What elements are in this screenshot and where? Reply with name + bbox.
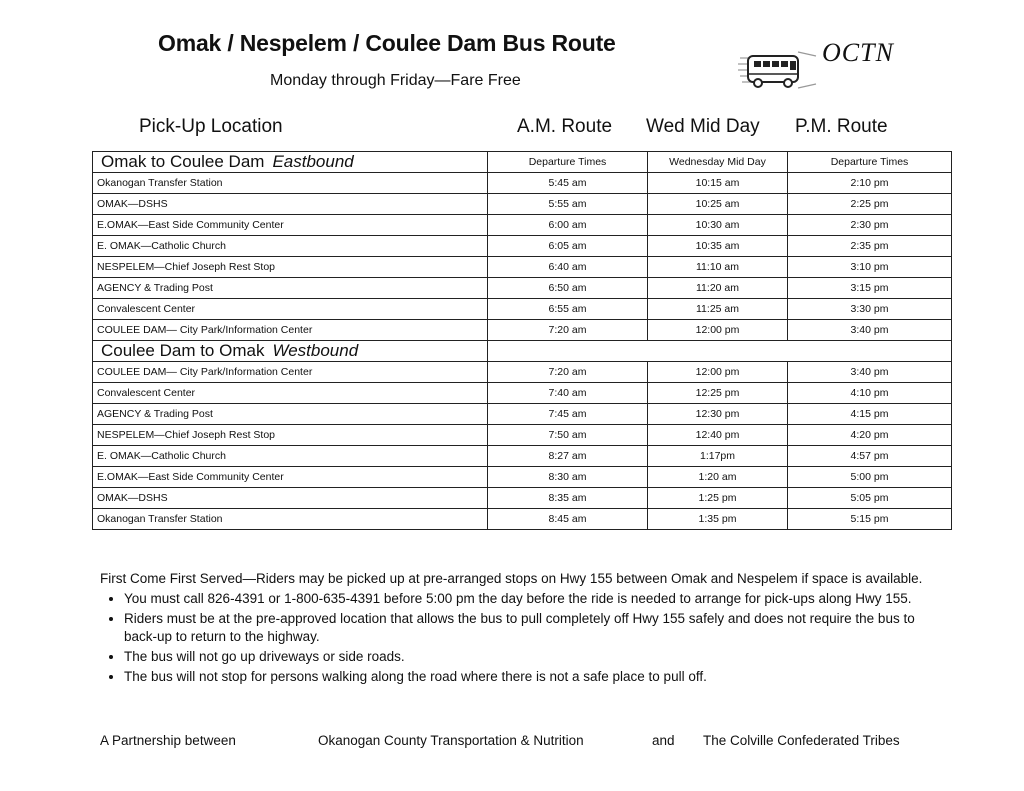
westbound-loc-cell: OMAK—DSHS bbox=[93, 488, 488, 509]
table-row bbox=[93, 320, 952, 341]
eastbound-sub-pm: Departure Times bbox=[788, 152, 952, 173]
westbound-loc-cell: E.OMAK—East Side Community Center bbox=[93, 467, 488, 488]
eastbound-am-cell: 7:20 am bbox=[488, 320, 648, 341]
footer-partner-2: The Colville Confederated Tribes bbox=[703, 733, 900, 748]
table-row bbox=[93, 173, 952, 194]
westbound-am-cell: 7:50 am bbox=[488, 425, 648, 446]
table-row bbox=[93, 383, 952, 404]
westbound-am-cell: 8:27 am bbox=[488, 446, 648, 467]
note-item: • Riders must be at the pre-approved location that allows the bus to pull completely off Hwy 155 safely and does not require the bus to back-up to return to the highway. bbox=[124, 610, 930, 646]
westbound-wed-cell: 12:00 pm bbox=[648, 362, 788, 383]
eastbound-am-cell: 5:45 am bbox=[488, 173, 648, 194]
col-header-location: Pick-Up Location bbox=[139, 116, 283, 137]
westbound-loc-cell: COULEE DAM— City Park/Information Center bbox=[93, 362, 488, 383]
westbound-am-cell: 8:45 am bbox=[488, 509, 648, 530]
eastbound-pm-cell: 2:25 pm bbox=[788, 194, 952, 215]
table-row bbox=[93, 194, 952, 215]
eastbound-title: Omak to Coulee Dam Eastbound bbox=[93, 152, 488, 173]
table-row bbox=[93, 215, 952, 236]
col-header-am: A.M. Route bbox=[517, 116, 613, 137]
westbound-am-cell: 7:40 am bbox=[488, 383, 648, 404]
eastbound-am-cell: 6:05 am bbox=[488, 236, 648, 257]
eastbound-loc-cell: AGENCY & Trading Post bbox=[93, 278, 488, 299]
westbound-wed-cell: 1:25 pm bbox=[648, 488, 788, 509]
table-row bbox=[93, 446, 952, 467]
page-title: Omak / Nespelem / Coulee Dam Bus Route bbox=[158, 30, 616, 56]
schedule-table bbox=[92, 151, 952, 530]
westbound-loc-cell: NESPELEM—Chief Joseph Rest Stop bbox=[93, 425, 488, 446]
westbound-header-row bbox=[93, 341, 952, 362]
eastbound-wed-cell: 11:25 am bbox=[648, 299, 788, 320]
eastbound-wed-cell: 10:15 am bbox=[648, 173, 788, 194]
eastbound-wed-cell: 10:35 am bbox=[648, 236, 788, 257]
eastbound-loc-cell: NESPELEM—Chief Joseph Rest Stop bbox=[93, 257, 488, 278]
westbound-pm-cell: 4:20 pm bbox=[788, 425, 952, 446]
eastbound-pm-cell: 3:10 pm bbox=[788, 257, 952, 278]
table-row bbox=[93, 236, 952, 257]
page-subtitle: Monday through Friday—Fare Free bbox=[270, 72, 521, 89]
eastbound-loc-cell: Okanogan Transfer Station bbox=[93, 173, 488, 194]
eastbound-wed-cell: 10:25 am bbox=[648, 194, 788, 215]
westbound-loc-cell: Convalescent Center bbox=[93, 383, 488, 404]
westbound-pm-cell: 4:15 pm bbox=[788, 404, 952, 425]
westbound-am-cell: 8:35 am bbox=[488, 488, 648, 509]
footer-partner-1: Okanogan County Transportation & Nutrition bbox=[318, 733, 584, 748]
eastbound-am-cell: 6:40 am bbox=[488, 257, 648, 278]
eastbound-loc-cell: Convalescent Center bbox=[93, 299, 488, 320]
westbound-loc-cell: E. OMAK—Catholic Church bbox=[93, 446, 488, 467]
eastbound-wed-cell: 12:00 pm bbox=[648, 320, 788, 341]
eastbound-header-row bbox=[93, 152, 952, 173]
table-row bbox=[93, 509, 952, 530]
eastbound-am-cell: 5:55 am bbox=[488, 194, 648, 215]
eastbound-pm-cell: 3:40 pm bbox=[788, 320, 952, 341]
westbound-header-blank bbox=[488, 341, 952, 362]
westbound-pm-cell: 4:57 pm bbox=[788, 446, 952, 467]
table-row bbox=[93, 467, 952, 488]
westbound-pm-cell: 5:05 pm bbox=[788, 488, 952, 509]
eastbound-am-cell: 6:55 am bbox=[488, 299, 648, 320]
westbound-wed-cell: 12:25 pm bbox=[648, 383, 788, 404]
bus-icon bbox=[738, 48, 818, 96]
table-row bbox=[93, 257, 952, 278]
eastbound-loc-cell: E.OMAK—East Side Community Center bbox=[93, 215, 488, 236]
table-row bbox=[93, 404, 952, 425]
eastbound-am-cell: 6:50 am bbox=[488, 278, 648, 299]
westbound-pm-cell: 5:15 pm bbox=[788, 509, 952, 530]
eastbound-loc-cell: OMAK—DSHS bbox=[93, 194, 488, 215]
westbound-pm-cell: 4:10 pm bbox=[788, 383, 952, 404]
table-row bbox=[93, 278, 952, 299]
eastbound-pm-cell: 3:30 pm bbox=[788, 299, 952, 320]
westbound-wed-cell: 1:20 am bbox=[648, 467, 788, 488]
westbound-pm-cell: 5:00 pm bbox=[788, 467, 952, 488]
eastbound-loc-cell: E. OMAK—Catholic Church bbox=[93, 236, 488, 257]
notes bbox=[100, 570, 930, 688]
note-item: • The bus will not go up driveways or side roads. bbox=[124, 648, 930, 666]
col-header-wed: Wed Mid Day bbox=[646, 116, 760, 137]
westbound-direction: Westbound bbox=[272, 341, 359, 360]
westbound-pm-cell: 3:40 pm bbox=[788, 362, 952, 383]
westbound-title: Coulee Dam to Omak Westbound bbox=[93, 341, 488, 362]
eastbound-pm-cell: 3:15 pm bbox=[788, 278, 952, 299]
table-row bbox=[93, 488, 952, 509]
westbound-am-cell: 7:45 am bbox=[488, 404, 648, 425]
logo-text: OCTN bbox=[822, 38, 894, 67]
eastbound-pm-cell: 2:10 pm bbox=[788, 173, 952, 194]
eastbound-sub-am: Departure Times bbox=[488, 152, 648, 173]
westbound-wed-cell: 1:17pm bbox=[648, 446, 788, 467]
table-row bbox=[93, 425, 952, 446]
notes-list bbox=[100, 590, 930, 686]
eastbound-wed-cell: 11:10 am bbox=[648, 257, 788, 278]
footer-partnership: A Partnership between bbox=[100, 733, 236, 748]
westbound-wed-cell: 1:35 pm bbox=[648, 509, 788, 530]
note-item: • The bus will not stop for persons walking along the road where there is not a safe place to pull off. bbox=[124, 668, 930, 686]
table-row bbox=[93, 362, 952, 383]
footer-and: and bbox=[652, 733, 675, 748]
westbound-am-cell: 8:30 am bbox=[488, 467, 648, 488]
westbound-wed-cell: 12:40 pm bbox=[648, 425, 788, 446]
eastbound-pm-cell: 2:35 pm bbox=[788, 236, 952, 257]
eastbound-am-cell: 6:00 am bbox=[488, 215, 648, 236]
westbound-loc-cell: Okanogan Transfer Station bbox=[93, 509, 488, 530]
eastbound-direction: Eastbound bbox=[272, 152, 354, 171]
notes-intro: First Come First Served—Riders may be picked up at pre-arranged stops on Hwy 155 between Omak and Nespelem if space is available. bbox=[100, 571, 923, 586]
col-header-pm: P.M. Route bbox=[795, 116, 888, 137]
table-row bbox=[93, 299, 952, 320]
eastbound-pm-cell: 2:30 pm bbox=[788, 215, 952, 236]
westbound-wed-cell: 12:30 pm bbox=[648, 404, 788, 425]
westbound-am-cell: 7:20 am bbox=[488, 362, 648, 383]
westbound-loc-cell: AGENCY & Trading Post bbox=[93, 404, 488, 425]
eastbound-wed-cell: 10:30 am bbox=[648, 215, 788, 236]
eastbound-loc-cell: COULEE DAM— City Park/Information Center bbox=[93, 320, 488, 341]
note-item: • You must call 826-4391 or 1-800-635-4391 before 5:00 pm the day before the ride is needed to arrange for pick-ups along Hwy 155. bbox=[124, 590, 930, 608]
eastbound-sub-wed: Wednesday Mid Day bbox=[648, 152, 788, 173]
eastbound-wed-cell: 11:20 am bbox=[648, 278, 788, 299]
